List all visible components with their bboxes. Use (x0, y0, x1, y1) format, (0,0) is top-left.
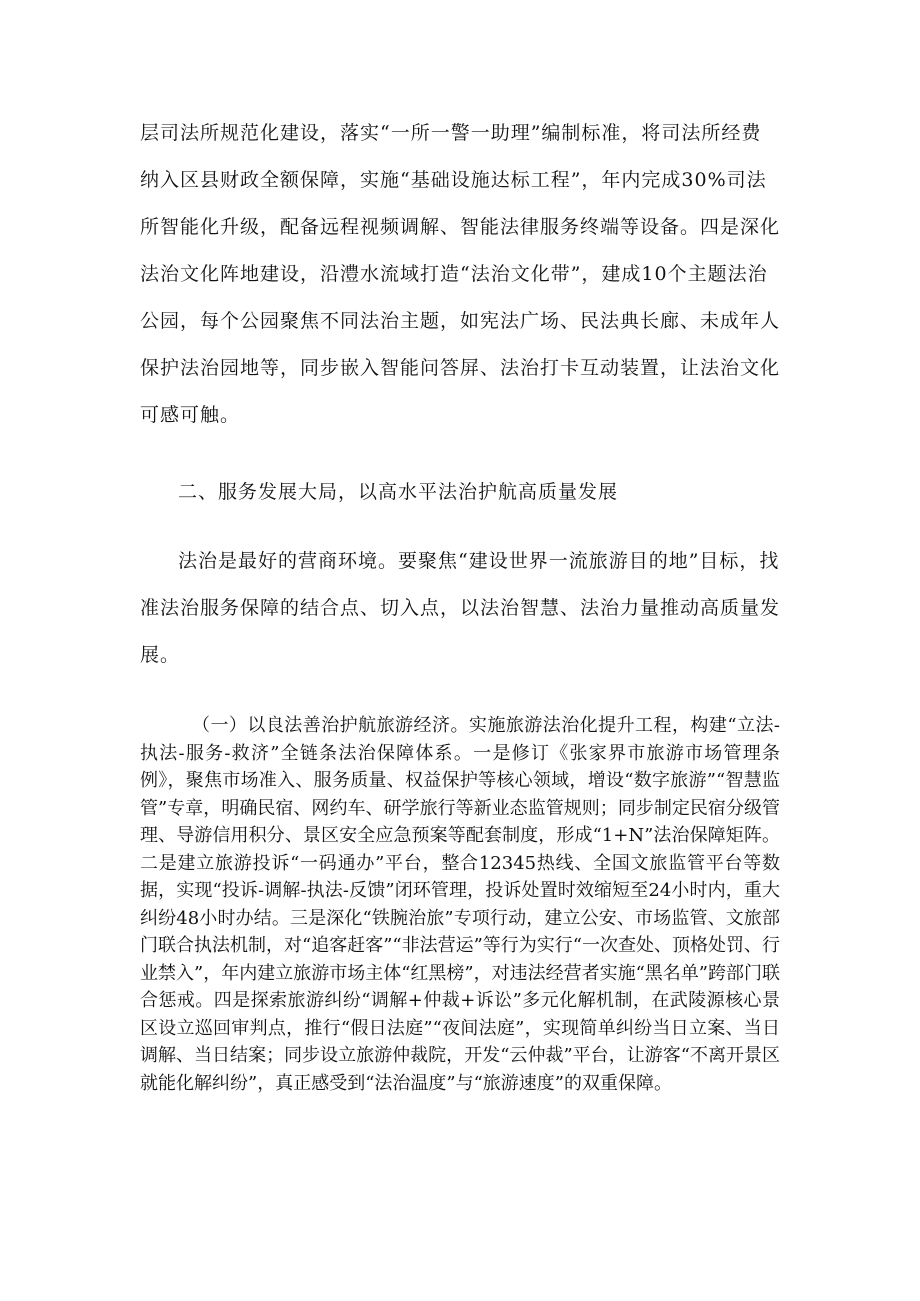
section-heading: 二、服务发展大局，以高水平法治护航高质量发展 (178, 481, 619, 503)
body-paragraph: （一）以良法善治护航旅游经济。实施旅游法治化提升工程，构建“立法-执法-服务-救济”全链条法治保障体系。一是修订《张家界市旅游市场管理条例》，聚焦市场准入、服务质量、权益保护等核心领域，增设“数字旅游”“智慧监管”专章，明确民宿、网约车、研学旅行等新业态监管规则；同步制定民宿分级管理、导游信用积分、景区安全应急预案等配套制度，形成“1+N”法治保障矩阵。二是建立旅游投诉“一码通办”平台，整合12345热线、全国文旅监管平台等数据，实现“投诉-调解-执法-反馈”闭环管理，投诉处置时效缩短至24小时内，重大纠纷48小时办结。三是深化“铁腕治旅”专项行动，建立公安、市场监管、文旅部门联合执法机制，对“追客赶客”“非法营运”等行为实行“一次查处、顶格处罚、行业禁入”，年内建立旅游市场主体“红黑榜”，对违法经营者实施“黑名单”跨部门联合惩戒。四是探索旅游纠纷“调解+仲裁+诉讼”多元化解机制，在武陵源核心景区设立巡回审判点，推行“假日法庭”“夜间法庭”，实现简单纠纷当日立案、当日调解、当日结案；同步设立旅游仲裁院，开发“云仲裁”平台，让游客“不离开景区就能化解纠纷”，真正感受到“法治温度”与“旅游速度”的双重保障。 (140, 715, 781, 1094)
body-paragraph: 层司法所规范化建设，落实“一所一警一助理”编制标准，将司法所经费纳入区县财政全额保障，实施“基础设施达标工程”，年内完成30%司法所智能化升级，配备远程视频调解、智能法律服务终端等设备。四是深化法治文化阵地建设，沿澧水流域打造“法治文化带”，建成10个主题法治公园，每个公园聚焦不同法治主题，如宪法广场、民法典长廊、未成年人保护法治园地等，同步嵌入智能问答屏、法治打卡互动装置，让法治文化可感可触。 (140, 122, 781, 426)
body-paragraph: 法治是最好的营商环境。要聚焦“建设世界一流旅游目的地”目标，找准法治服务保障的结合点、切入点，以法治智慧、法治力量推动高质量发展。 (140, 550, 781, 666)
